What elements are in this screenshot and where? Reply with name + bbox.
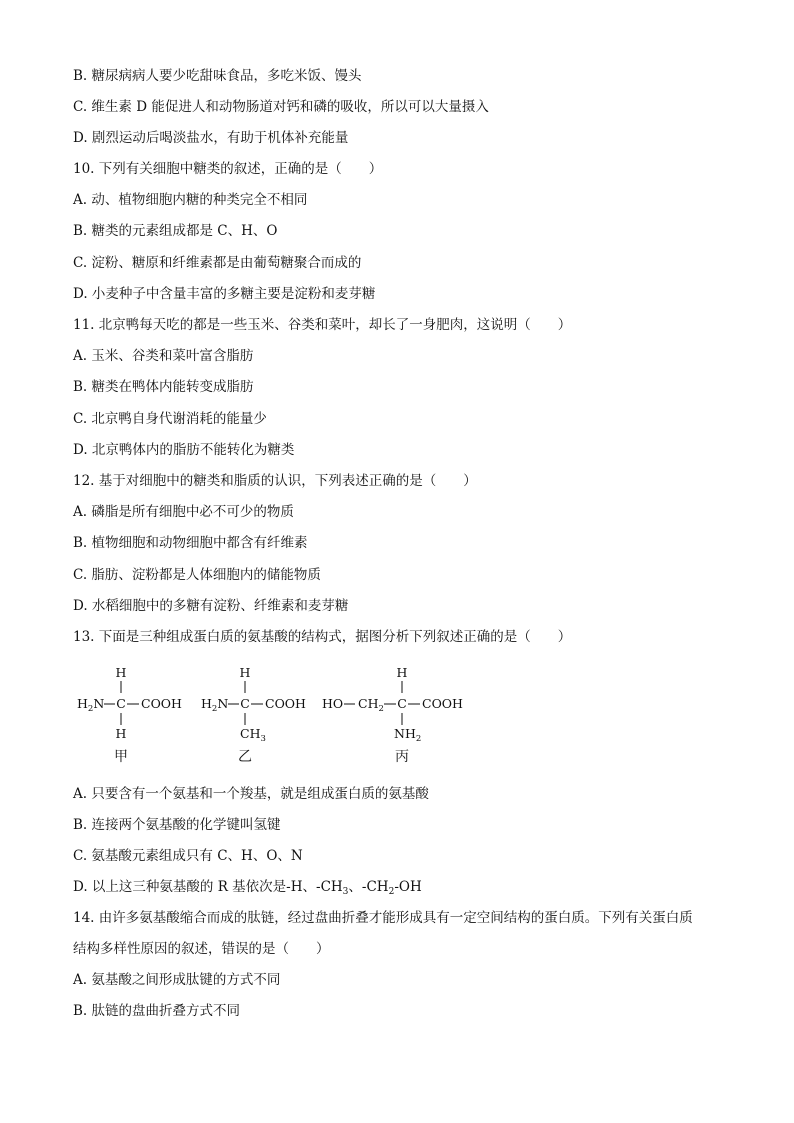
bing-amino-group: $NH_2$	[394, 726, 422, 744]
label-yi: 乙	[238, 749, 252, 765]
bing-carboxyl-group: COOH	[422, 696, 463, 711]
q14-stem-line1: 14. 由许多氨基酸缩合而成的肽链，经过盘曲折叠才能形成具有一定空间结构的蛋白质。下列有关蛋白质	[73, 910, 693, 926]
q10-option-a: A. 动、植物细胞内糖的种类完全不相同	[73, 192, 308, 208]
q13-option-d-prefix: D. 以上这三种氨基酸的 R 基依次是-H、-CH	[73, 879, 343, 895]
structure-bing	[322, 665, 463, 765]
q13-option-c: C. 氨基酸元素组成只有 C、H、O、N	[73, 848, 303, 864]
q9-option-c: C. 维生素 D 能促进人和动物肠道对钙和磷的吸收，所以可以大量摄入	[73, 99, 489, 115]
structure-yi	[201, 665, 306, 765]
q12-option-b: B. 植物细胞和动物细胞中都含有纤维素	[73, 535, 308, 551]
q14-option-a: A. 氨基酸之间形成肽键的方式不同	[73, 972, 281, 988]
structure-jia	[77, 665, 182, 765]
q13-option-a: A. 只要含有一个氨基和一个羧基，就是组成蛋白质的氨基酸	[73, 786, 429, 802]
q14-stem-line2: 结构多样性原因的叙述，错误的是（ ）	[73, 941, 330, 957]
jia-carboxyl-group: COOH	[141, 696, 182, 711]
yi-methyl-group: $CH_3$	[240, 726, 266, 744]
yi-amino-group: $H_2N$	[201, 696, 229, 714]
q11-stem: 11. 北京鸭每天吃的都是一些玉米、谷类和菜叶，却长了一身肥肉，这说明（ ）	[73, 317, 572, 333]
q10-option-c: C. 淀粉、糖原和纤维素都是由葡萄糖聚合而成的	[73, 255, 362, 271]
q11-option-a: A. 玉米、谷类和菜叶富含脂肪	[73, 348, 254, 364]
q12-option-d: D. 水稻细胞中的多糖有淀粉、纤维素和麦芽糖	[73, 598, 349, 614]
amino-acid-structures-figure	[72, 660, 492, 770]
label-jia: 甲	[114, 749, 128, 765]
jia-top-h: H	[115, 665, 127, 680]
jia-bottom-h: H	[115, 726, 127, 741]
q11-option-b: B. 糖类在鸭体内能转变成脂肪	[73, 379, 254, 395]
jia-amino-group: $H_2N$	[77, 696, 105, 714]
q12-option-c: C. 脂肪、淀粉都是人体细胞内的储能物质	[73, 567, 321, 583]
bing-alpha-carbon: C	[397, 696, 407, 711]
q9-option-d: D. 剧烈运动后喝淡盐水，有助于机体补充能量	[73, 130, 349, 146]
q11-option-d: D. 北京鸭体内的脂肪不能转化为糖类	[73, 442, 295, 458]
amino-acid-structures-svg	[72, 660, 492, 770]
q12-option-a: A. 磷脂是所有细胞中必不可少的物质	[73, 504, 294, 520]
q10-option-d: D. 小麦种子中含量丰富的多糖主要是淀粉和麦芽糖	[73, 286, 376, 302]
q13-stem: 13. 下面是三种组成蛋白质的氨基酸的结构式，据图分析下列叙述正确的是（ ）	[73, 629, 572, 645]
q13-option-d-sub3: 3	[342, 887, 349, 897]
bing-ch2-group: $CH_2$	[358, 696, 384, 714]
label-bing: 丙	[395, 749, 409, 765]
q13-option-b: B. 连接两个氨基酸的化学键叫氢键	[73, 817, 281, 833]
q10-option-b: B. 糖类的元素组成都是 C、H、O	[73, 223, 278, 239]
yi-carboxyl-group: COOH	[265, 696, 306, 711]
jia-alpha-carbon: C	[116, 696, 126, 711]
bing-hydroxyl-group: HO	[322, 696, 344, 711]
q13-option-d	[73, 877, 422, 897]
q11-option-c: C. 北京鸭自身代谢消耗的能量少	[73, 411, 267, 427]
q13-option-d-sub2: 2	[388, 887, 395, 897]
bing-top-h: H	[396, 665, 408, 680]
q13-option-d-mid: 、-CH	[348, 879, 389, 895]
yi-alpha-carbon: C	[240, 696, 250, 711]
q9-option-b: B. 糖尿病病人要少吃甜味食品，多吃米饭、馒头	[73, 68, 362, 84]
yi-top-h: H	[239, 665, 251, 680]
q10-stem: 10. 下列有关细胞中糖类的叙述，正确的是（ ）	[73, 161, 383, 177]
q13-option-d-suffix: -OH	[394, 879, 422, 895]
q12-stem: 12. 基于对细胞中的糖类和脂质的认识，下列表述正确的是（ ）	[73, 473, 477, 489]
q14-option-b: B. 肽链的盘曲折叠方式不同	[73, 1003, 241, 1019]
